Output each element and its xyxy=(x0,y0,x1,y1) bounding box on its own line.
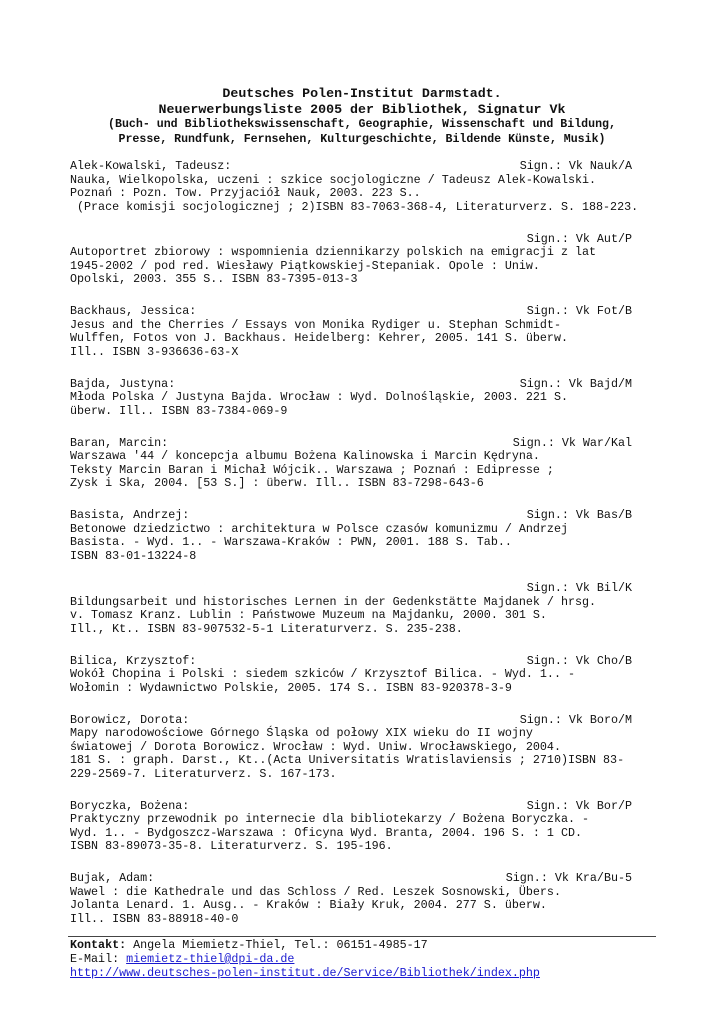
entry-headline xyxy=(70,160,662,174)
entry-description-line: Autoportret zbiorowy : wspomnienia dziennikarzy polskich na emigracji z lat xyxy=(70,245,597,260)
entry-headline xyxy=(70,509,662,523)
entry-description-line: Wawel : die Kathedrale und das Schloss / Red. Leszek Sosnowski, Übers. xyxy=(70,884,561,899)
entry-description-line: 1945-2002 / pod red. Wiesławy Piątkowskiej-Stepaniak. Opole : Uniw. xyxy=(70,258,540,273)
entry-headline xyxy=(70,582,662,596)
document-header xyxy=(60,86,664,147)
entry-description-line: Betonowe dziedzictwo : architektura w Polsce czasów komunizmu / Andrzej xyxy=(70,521,568,536)
catalog-entry xyxy=(70,305,662,359)
entry-signature: Sign.: Vk Bil/K xyxy=(526,581,632,596)
catalog-entry xyxy=(70,872,662,926)
catalog-entry xyxy=(70,582,662,636)
entry-description-line: Ill.. ISBN 83-88918-40-0 xyxy=(70,911,239,926)
website-link[interactable]: http://www.deutsches-polen-institut.de/Service/Bibliothek/index.php xyxy=(70,966,540,980)
entry-description-line: Basista. - Wyd. 1.. - Warszawa-Kraków : PWN, 2001. 188 S. Tab.. xyxy=(70,535,512,550)
entry-description-line: Nauka, Wielkopolska, uczeni : szkice socjologiczne / Tadeusz Alek-Kowalski. xyxy=(70,172,597,187)
entry-description-line: Ill.. ISBN 3-936636-63-X xyxy=(70,344,239,359)
catalog-entry xyxy=(70,714,662,782)
footer-divider xyxy=(68,936,656,937)
catalog-entry xyxy=(70,800,662,854)
entry-description-line: überw. Ill.. ISBN 83-7384-069-9 xyxy=(70,403,288,418)
entry-headline xyxy=(70,437,662,451)
catalog-entry xyxy=(70,378,662,419)
entry-description-line: Wulffen, Fotos von J. Backhaus. Heidelberg: Kehrer, 2005. 141 S. überw. xyxy=(70,331,568,346)
entry-description-line: Jolanta Lenard. 1. Ausg.. - Kraków : Biały Kruk, 2004. 277 S. überw. xyxy=(70,898,547,913)
entry-author: Boryczka, Bożena: xyxy=(70,798,190,813)
entry-author: Baran, Marcin: xyxy=(70,435,169,450)
entry-headline xyxy=(70,714,662,728)
contact-label: Kontakt: xyxy=(70,938,127,952)
entry-headline xyxy=(70,305,662,319)
entry-description-line: Wyd. 1.. - Bydgoszcz-Warszawa : Oficyna Wyd. Branta, 2004. 196 S. : 1 CD. xyxy=(70,825,582,840)
entry-headline xyxy=(70,800,662,814)
entry-description-line: Opolski, 2003. 355 S.. ISBN 83-7395-013-3 xyxy=(70,272,358,287)
entry-headline xyxy=(70,378,662,392)
entry-author: Borowicz, Dorota: xyxy=(70,712,190,727)
entry-description-line: Bildungsarbeit und historisches Lernen in der Gedenkstätte Majdanek / hrsg. xyxy=(70,594,597,609)
footer xyxy=(70,938,660,980)
catalog-entry xyxy=(70,233,662,287)
catalog-entry xyxy=(70,160,662,214)
entry-description-line: 181 S. : graph. Darst., Kt..(Acta Universitatis Wratislaviensis ; 2710)ISBN 83- xyxy=(70,753,625,768)
entry-description-line: Poznań : Pozn. Tow. Przyjaciół Nauk, 2003. 223 S.. xyxy=(70,186,421,200)
email-link[interactable]: miemietz-thiel@dpi-da.de xyxy=(126,952,295,966)
entry-description-line: Ill., Kt.. ISBN 83-907532-5-1 Literaturverz. S. 235-238. xyxy=(70,621,463,636)
entry-author: Bujak, Adam: xyxy=(70,871,155,886)
entry-signature: Sign.: Vk Nauk/A xyxy=(519,159,632,173)
catalog-entry xyxy=(70,655,662,696)
contact-text: Angela Miemietz-Thiel, Tel.: 06151-4985-17 xyxy=(126,938,428,952)
entry-headline xyxy=(70,233,662,247)
entry-signature: Sign.: Vk Boro/M xyxy=(519,712,632,727)
entry-author: Backhaus, Jessica: xyxy=(70,304,197,319)
entry-headline xyxy=(70,872,662,886)
footer-contact xyxy=(70,938,660,952)
entry-description-line: Jesus and the Cherries / Essays von Monika Rydiger u. Stephan Schmidt- xyxy=(70,317,561,332)
entry-description-line: światowej / Dorota Borowicz. Wrocław : Wyd. Uniw. Wrocławskiego, 2004. xyxy=(70,739,561,754)
email-label: E-Mail: xyxy=(70,952,127,966)
entry-description-line: Mapy narodowościowe Górnego Śląska od połowy XIX wieku do II wojny xyxy=(70,726,533,741)
entry-description-line: (Prace komisji socjologicznej ; 2)ISBN 83-7063-368-4, Literaturverz. S. 188-223. xyxy=(70,199,639,214)
entry-description-line: 229-2569-7. Literaturverz. S. 167-173. xyxy=(70,766,337,781)
entry-signature: Sign.: Vk Bas/B xyxy=(526,508,632,523)
header-subtitle: Neuerwerbungsliste 2005 der Bibliothek, Signatur Vk xyxy=(158,102,566,117)
entry-signature: Sign.: Vk Bajd/M xyxy=(519,376,632,391)
entry-author: Bajda, Justyna: xyxy=(70,376,176,391)
entry-description-line: Wokół Chopina i Polski : siedem szkiców / Krzysztof Bilica. - Wyd. 1.. - xyxy=(70,667,575,682)
entry-description-line: v. Tomasz Kranz. Lublin : Państwowe Muzeum na Majdanku, 2000. 301 S. xyxy=(70,608,547,623)
entry-author: Basista, Andrzej: xyxy=(70,508,190,523)
entry-description-line: ISBN 83-01-13224-8 xyxy=(70,548,197,563)
entry-author: Alek-Kowalski, Tadeusz: xyxy=(70,159,232,173)
entry-signature: Sign.: Vk Aut/P xyxy=(526,231,632,246)
entry-author: Bilica, Krzysztof: xyxy=(70,653,197,668)
entry-signature: Sign.: Vk Fot/B xyxy=(526,304,632,319)
entry-signature: Sign.: Vk War/Kal xyxy=(512,435,632,450)
header-topics-line1: (Buch- und Bibliothekswissenschaft, Geographie, Wissenschaft und Bildung, xyxy=(108,118,616,131)
header-title: Deutsches Polen-Institut Darmstadt. xyxy=(222,86,502,101)
entry-description-line: Wołomin : Wydawnictwo Polskie, 2005. 174 S.. ISBN 83-920378-3-9 xyxy=(70,680,512,695)
entry-headline xyxy=(70,655,662,669)
catalog-entry xyxy=(70,509,662,563)
entry-description-line: Młoda Polska / Justyna Bajda. Wrocław : Wyd. Dolnośląskie, 2003. 221 S. xyxy=(70,390,568,405)
entry-description-line: Teksty Marcin Baran i Michał Wójcik.. Warszawa ; Poznań : Edipresse ; xyxy=(70,462,554,477)
entry-description-line: Zysk i Ska, 2004. [53 S.] : überw. Ill.. ISBN 83-7298-643-6 xyxy=(70,476,484,491)
entry-signature: Sign.: Vk Kra/Bu-5 xyxy=(505,871,632,886)
entry-signature: Sign.: Vk Bor/P xyxy=(526,798,632,813)
footer-url-line xyxy=(70,966,660,980)
entry-description-line: Warszawa '44 / koncepcja albumu Bożena Kalinowska i Marcin Kędryna. xyxy=(70,449,540,464)
entry-description-line: Praktyczny przewodnik po internecie dla bibliotekarzy / Bożena Boryczka. - xyxy=(70,812,590,827)
entry-description-line: ISBN 83-89073-35-8. Literaturverz. S. 195-196. xyxy=(70,839,393,854)
header-topics-line2: Presse, Rundfunk, Fernsehen, Kulturgeschichte, Bildende Künste, Musik) xyxy=(118,132,606,146)
catalog-entry xyxy=(70,437,662,491)
entry-signature: Sign.: Vk Cho/B xyxy=(526,653,632,668)
entry-list xyxy=(70,160,662,945)
footer-email-line xyxy=(70,952,660,966)
